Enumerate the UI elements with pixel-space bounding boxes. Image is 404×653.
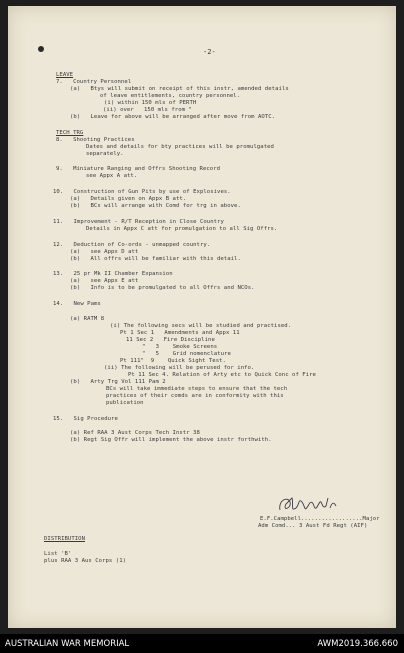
document-line: BCs will take immediate steps to ensure that the tech <box>106 386 288 392</box>
item-id: AWM2019.366.660 <box>317 639 398 649</box>
document-line: LEAVE <box>56 72 74 78</box>
document-line: E.F.Campbell..................Major <box>260 516 380 522</box>
document-line: (a) Btys will submit on receipt of this instr, amended details <box>70 86 289 92</box>
archive-name: AUSTRALIAN WAR MEMORIAL <box>5 639 130 649</box>
document-line: Pt 1 Sec 1 Amendments and Appx 11 <box>120 330 240 336</box>
document-line: see Appx A att. <box>86 173 138 179</box>
document-line: (a) RATM 8 <box>70 316 105 322</box>
document-line: DISTRIBUTION <box>44 536 86 542</box>
document-line: 12. Deduction of Co-ords - unmapped country. <box>53 242 211 248</box>
document-line: 13. 25 pr Mk II Chamber Expansion <box>53 271 173 277</box>
document-line: (a) Ref RAA 3 Aust Corps Tech Instr 38 <box>70 430 200 436</box>
document-line: TECH TRG <box>56 130 84 136</box>
document-line: " 5 Grid nomenclature <box>142 351 231 357</box>
document-line: 15. Sig Procedure <box>53 416 118 422</box>
document-line: of leave entitlements, country personnel. <box>100 93 241 99</box>
document-line: Pt 11 Sec 4. Relation of Arty etc to Quick Conc of Fire <box>128 372 316 378</box>
document-line: (a) Details given on Appx B att. <box>70 196 187 202</box>
document-line: (i) The following secs will be studied and practised. <box>110 323 292 329</box>
document-line: plus RAA 3 Aus Corps (1) <box>44 558 127 564</box>
document-line: (a) see Appx E att <box>70 278 139 284</box>
document-line: 11. Improvement - R/T Reception in Close Country <box>53 219 224 225</box>
document-line: (a) see Appx D att <box>70 249 139 255</box>
document-line: publication <box>106 400 144 406</box>
document-line: 14. New Pams <box>53 301 101 307</box>
document-line: practices of their comds are in conformity with this <box>106 393 284 399</box>
document-line: (i) within 150 mls of PERTH <box>104 100 197 106</box>
document-line: Dates and details for bty practices will be promulgated <box>86 144 274 150</box>
document-line: List 'B' <box>44 551 72 557</box>
document-line: (ii) over 150 mls from " <box>103 107 192 113</box>
document-line: Adm Comd... 3 Aust Fd Regt (AIF) <box>258 523 368 529</box>
document-line: 9. Miniature Ranging and Offrs Shooting Record <box>56 166 221 172</box>
document-line: 11 Sec 2 Fire Discipline <box>126 337 215 343</box>
document-line: " 3 Smoke Screens <box>142 344 218 350</box>
document-page <box>8 6 396 628</box>
document-line: Details in Appx C att for promulgation to all Sig Offrs. <box>86 226 278 232</box>
document-line: 7. Country Personnel <box>56 79 132 85</box>
document-line: (b) Leave for above will be arranged after move from AOTC. <box>70 114 276 120</box>
document-line: (b) Info is to be promulgated to all Offrs and NCOs. <box>70 285 255 291</box>
document-line: 10. Construction of Gun Pits by use of Explosives. <box>53 189 231 195</box>
page-number: -2- <box>203 48 216 56</box>
document-line: (b) Regt Sig Offr will implement the above instr forthwith. <box>70 437 272 443</box>
document-line: separately. <box>86 151 124 157</box>
document-line: (b) Arty Trg Vol 111 Pam 2 <box>70 379 166 385</box>
document-body <box>8 6 396 628</box>
archive-footer <box>0 634 404 653</box>
document-line: (b) All offrs will be familiar with this detail. <box>70 256 241 262</box>
handwritten-signature <box>276 494 338 516</box>
document-line: Pt 111" 9 Quick Sight Test. <box>120 358 226 364</box>
document-line: (b) BCs will arrange with Comd for trg in above. <box>70 203 241 209</box>
document-line: (ii) The following will be perused for info. <box>104 365 255 371</box>
document-line: 8. Shooting Practices <box>56 137 135 143</box>
